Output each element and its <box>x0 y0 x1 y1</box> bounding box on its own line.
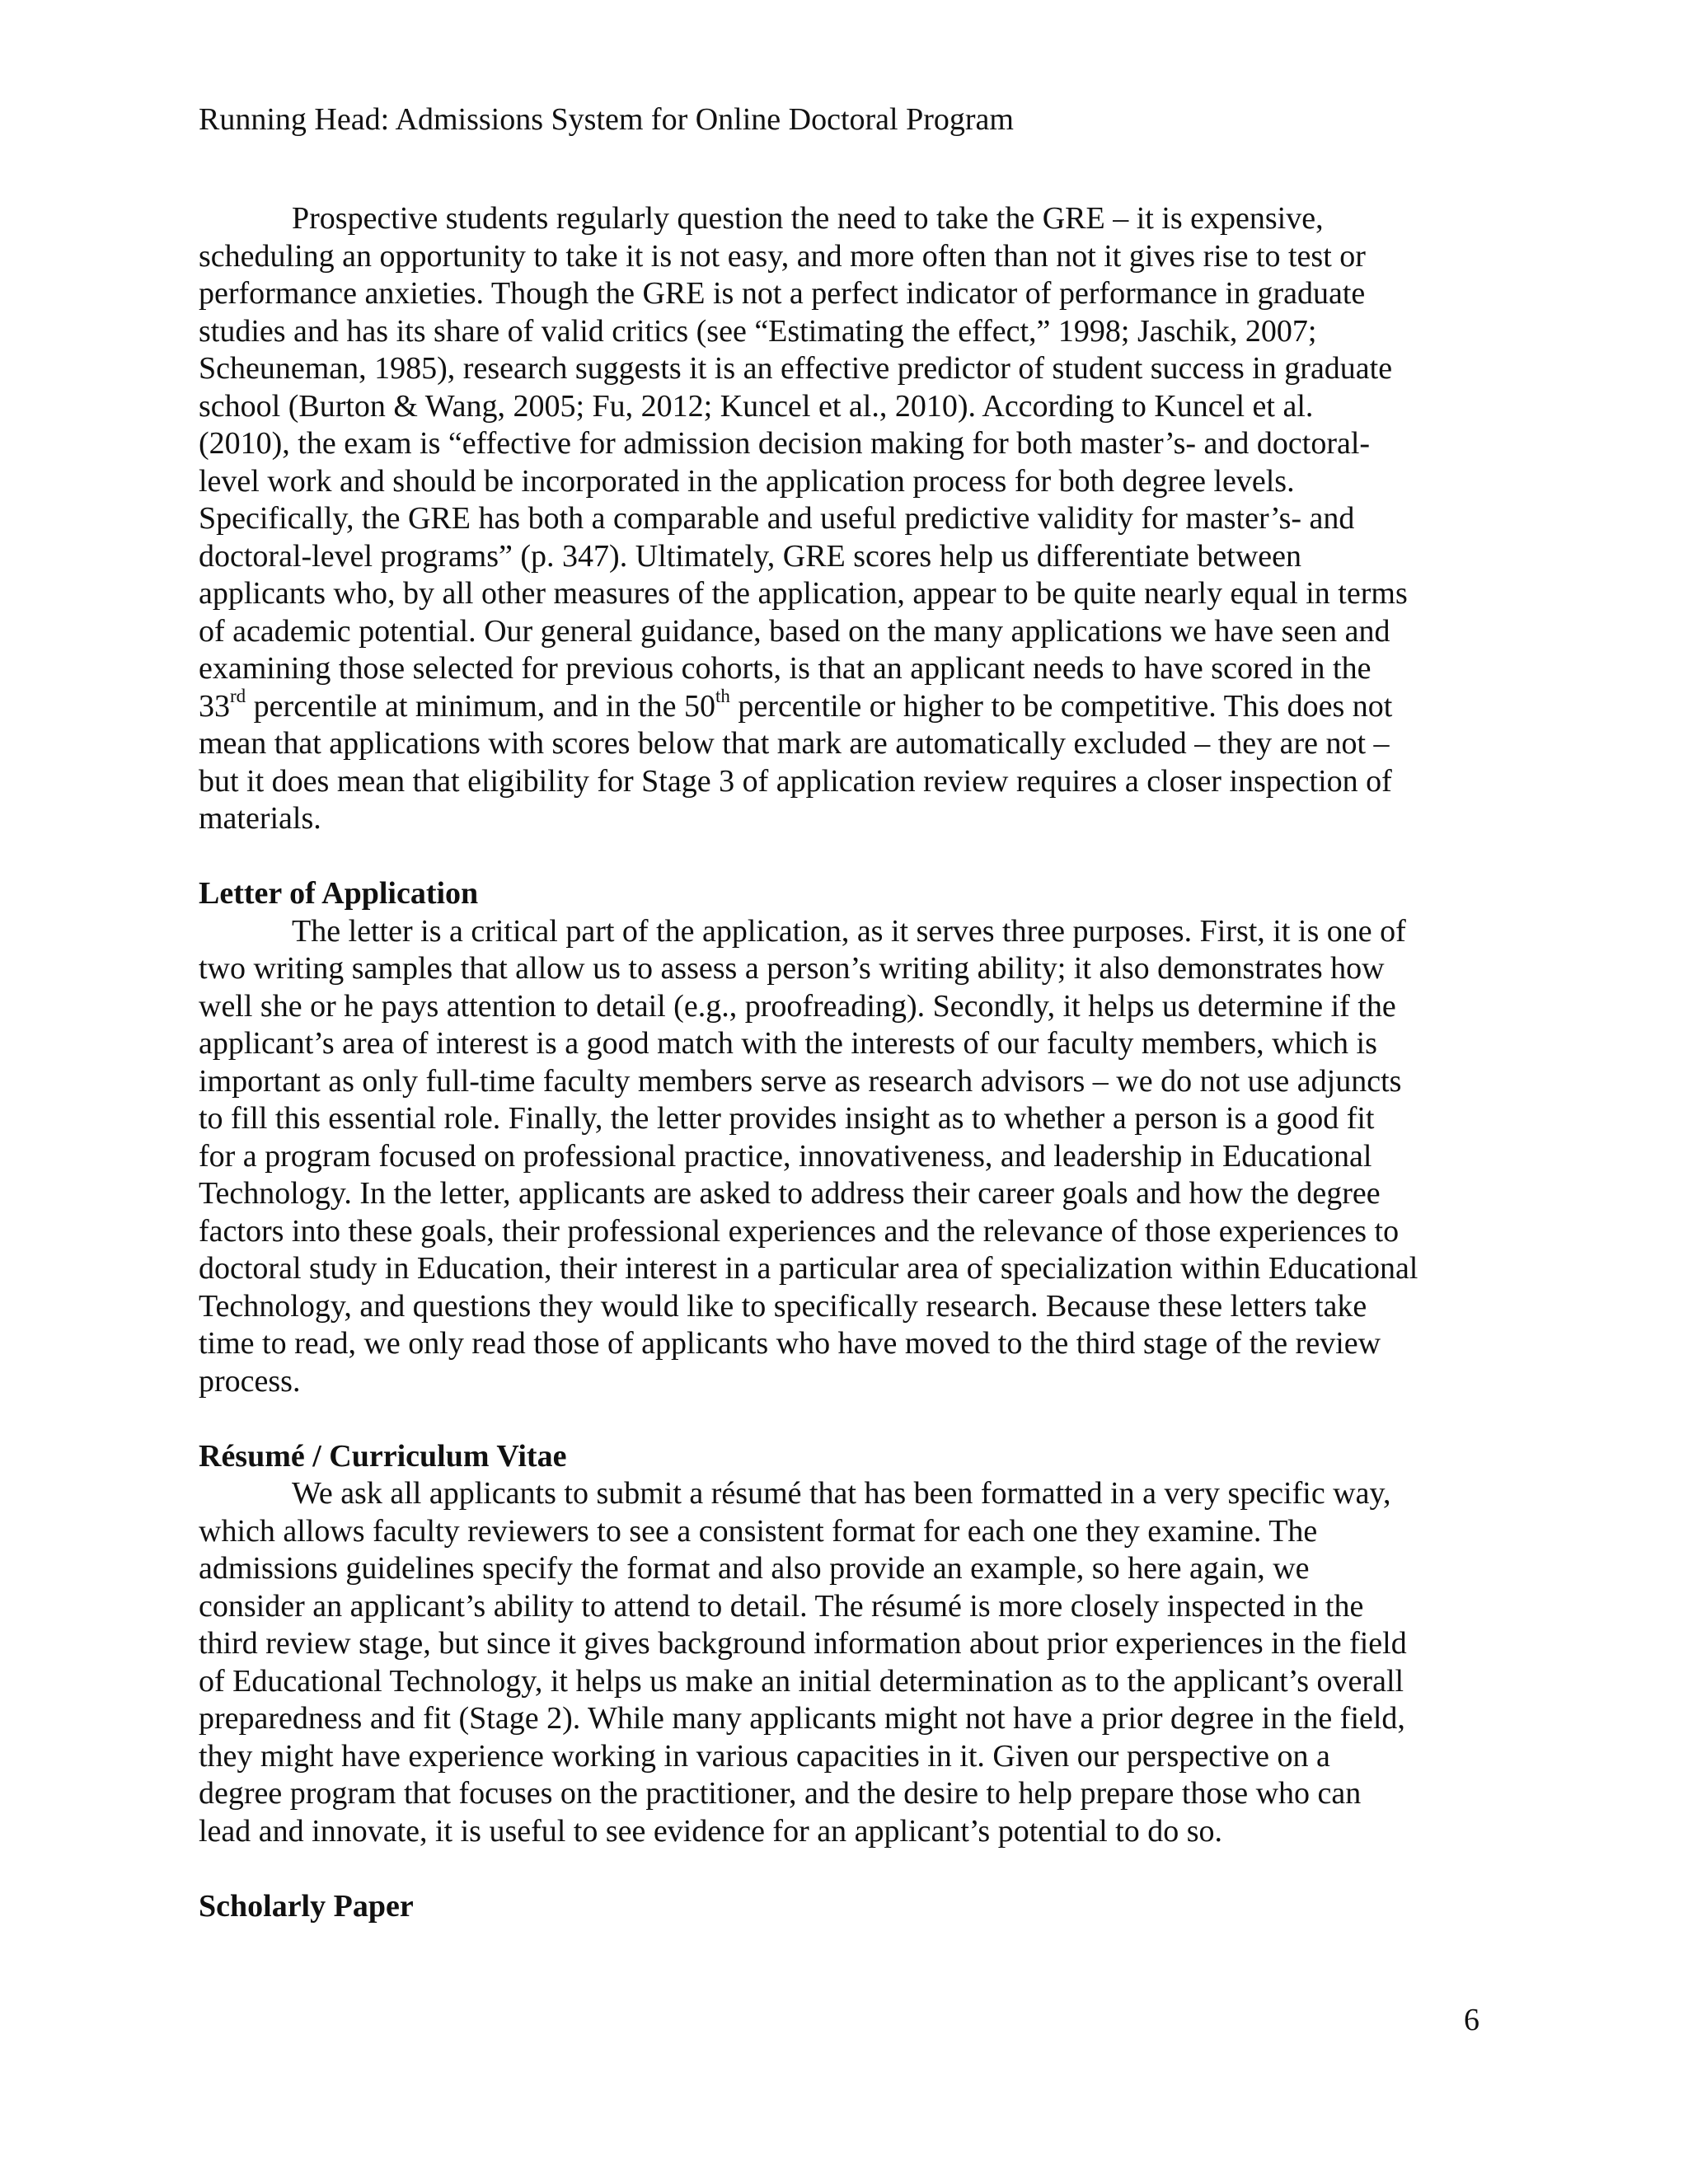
section-heading-letter: Letter of Application <box>199 876 479 911</box>
section-heading-scholarly-paper: Scholarly Paper <box>199 1888 414 1924</box>
line-text: percentile or higher to be competitive. This does not <box>729 688 1393 724</box>
letter-paragraph <box>199 913 1501 1401</box>
ordinal-suffix: th <box>715 685 730 706</box>
paragraph-line: to fill this essential role. Finally, the letter provides insight as to whether a person is a good fit <box>199 1101 1375 1136</box>
paragraph-line: admissions guidelines specify the format and also provide an example, so here again, we <box>199 1551 1310 1586</box>
paragraph-line: degree program that focuses on the practitioner, and the desire to help prepare those who can <box>199 1776 1362 1811</box>
paragraph-line: of Educational Technology, it helps us make an initial determination as to the applicant’s overall <box>199 1663 1404 1699</box>
paragraph-line: materials. <box>199 801 321 836</box>
paragraph-line: which allows faculty reviewers to see a consistent format for each one they examine. The <box>199 1513 1318 1549</box>
paragraph-line: studies and has its share of valid critics (see “Estimating the effect,” 1998; Jaschik, 2007; <box>199 313 1317 349</box>
paragraph-line: third review stage, but since it gives background information about prior experiences in the field <box>199 1626 1407 1661</box>
paragraph-line: consider an applicant’s ability to attend to detail. The résumé is more closely inspected in the <box>199 1588 1364 1624</box>
paragraph-line: scheduling an opportunity to take it is not easy, and more often than not it gives rise to test or <box>199 238 1366 274</box>
page-number: 6 <box>1464 2003 1479 2037</box>
paragraph-line: level work and should be incorporated in the application process for both degree levels. <box>199 463 1295 499</box>
paragraph-line: Specifically, the GRE has both a comparable and useful predictive validity for master’s- and <box>199 501 1355 536</box>
paragraph-line: process. <box>199 1363 301 1399</box>
paragraph-line: well she or he pays attention to detail (e.g., proofreading). Secondly, it helps us determine if the <box>199 988 1396 1024</box>
paragraph-line: school (Burton & Wang, 2005; Fu, 2012; Kuncel et al., 2010). According to Kuncel et al. <box>199 388 1314 424</box>
paragraph-line: doctoral study in Education, their interest in a particular area of specialization within Educational <box>199 1251 1418 1286</box>
paragraph-line: time to read, we only read those of applicants who have moved to the third stage of the review <box>199 1326 1381 1361</box>
paragraph-line: (2010), the exam is “effective for admission decision making for both master’s- and doctoral- <box>199 426 1371 461</box>
paragraph-line: preparedness and fit (Stage 2). While many applicants might not have a prior degree in the field, <box>199 1701 1405 1736</box>
paragraph-line: for a program focused on professional practice, innovativeness, and leadership in Educational <box>199 1138 1372 1174</box>
paragraph-line: applicant’s area of interest is a good match with the interests of our faculty members, which is <box>199 1026 1377 1061</box>
percentile-line <box>199 685 1501 726</box>
paragraph-line: factors into these goals, their professional experiences and the relevance of those experiences to <box>199 1213 1400 1249</box>
paragraph-line: applicants who, by all other measures of the application, appear to be quite nearly equal in terms <box>199 576 1408 611</box>
paragraph-line: performance anxieties. Though the GRE is not a perfect indicator of performance in graduate <box>199 276 1366 311</box>
section-gap <box>199 1850 1501 1888</box>
gre-paragraph <box>199 200 1501 838</box>
paragraph-line: doctoral-level programs” (p. 347). Ultimately, GRE scores help us differentiate between <box>199 538 1301 574</box>
section-heading-resume: Résumé / Curriculum Vitae <box>199 1438 567 1474</box>
document-body <box>199 200 1501 1925</box>
percentile-number: 33 <box>199 688 230 724</box>
resume-paragraph <box>199 1475 1501 1850</box>
paragraph-line: two writing samples that allow us to assess a person’s writing ability; it also demonstrates how <box>199 951 1385 986</box>
paragraph-line: of academic potential. Our general guidance, based on the many applications we have seen and <box>199 613 1390 649</box>
section-gap <box>199 1400 1501 1438</box>
paragraph-line: mean that applications with scores below that mark are automatically excluded – they are not – <box>199 726 1390 761</box>
line-text: percentile at minimum, and in the <box>246 688 685 724</box>
paragraph-line: Technology. In the letter, applicants are asked to address their career goals and how the degree <box>199 1176 1381 1211</box>
paragraph-line: important as only full-time faculty members serve as research advisors – we do not use adjuncts <box>199 1063 1402 1099</box>
percentile-number: 50 <box>684 688 716 724</box>
paragraph-line: Scheuneman, 1985), research suggests it is an effective predictor of student success in graduate <box>199 351 1393 386</box>
paragraph-line: Technology, and questions they would like to specifically research. Because these letters take <box>199 1288 1367 1324</box>
paragraph-line: We ask all applicants to submit a résumé that has been formatted in a very specific way, <box>292 1476 1391 1511</box>
paragraph-line: examining those selected for previous cohorts, is that an applicant needs to have scored in the <box>199 651 1372 686</box>
ordinal-suffix: rd <box>230 685 246 706</box>
paragraph-line: The letter is a critical part of the application, as it serves three purposes. First, it is one of <box>292 913 1406 949</box>
paragraph-line: lead and innovate, it is useful to see evidence for an applicant’s potential to do so. <box>199 1813 1223 1849</box>
paragraph-line: they might have experience working in various capacities in it. Given our perspective on a <box>199 1738 1330 1774</box>
running-head: Running Head: Admissions System for Online Doctoral Program <box>199 102 1014 137</box>
section-gap <box>199 838 1501 876</box>
paragraph-line: but it does mean that eligibility for Stage 3 of application review requires a closer inspection of <box>199 763 1392 799</box>
paragraph-line: Prospective students regularly question the need to take the GRE – it is expensive, <box>292 201 1324 236</box>
